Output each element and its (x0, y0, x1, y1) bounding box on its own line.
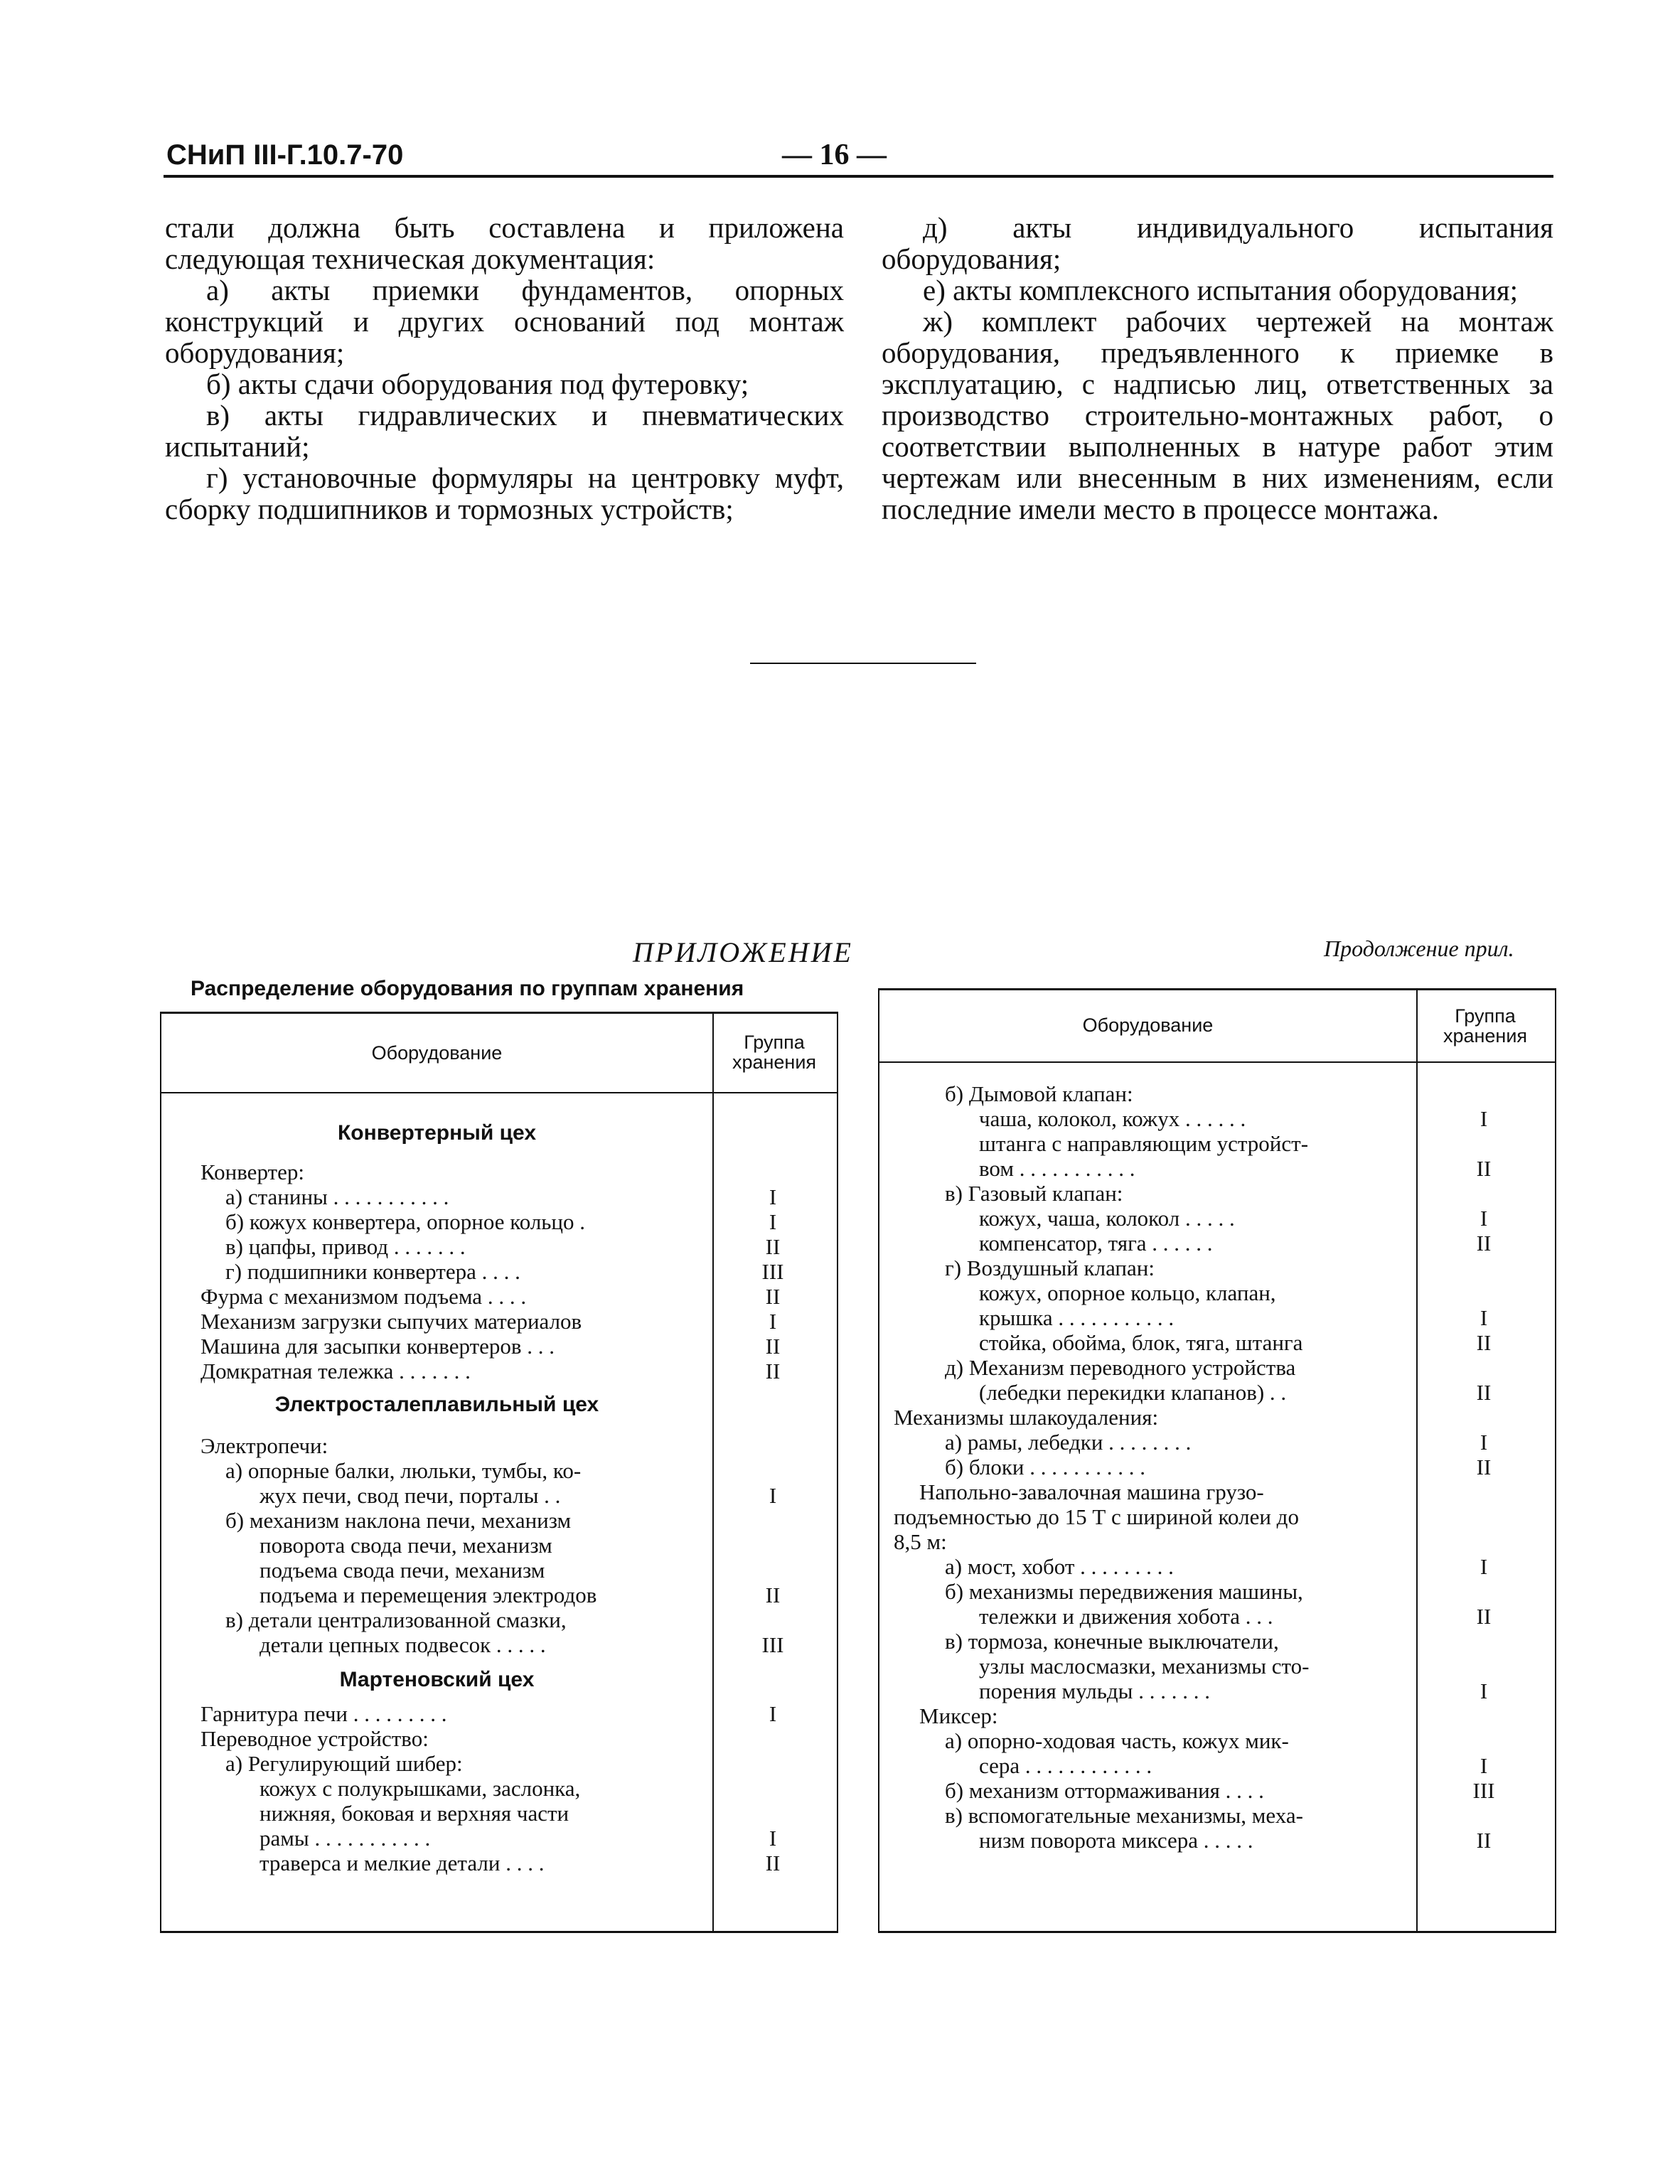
table-row: Гарнитура печи . . . . . . . . . I (200, 1701, 777, 1726)
paragraph: б) акты сдачи оборудования под футеровку; (206, 368, 749, 400)
paragraph: стали должна быть составлена и приложена следующая техническая документация: (165, 211, 844, 275)
table-row: поворота свода печи, механизм (260, 1533, 552, 1558)
table-row: Машина для засыпки конвертеров . . . II (200, 1334, 781, 1359)
table-row: рамы . . . . . . . . . . . I (260, 1826, 777, 1851)
paragraph: д) акты индивидуального испытания оборудования; (882, 211, 1553, 275)
table-row: Домкратная тележка . . . . . . . II (200, 1359, 781, 1383)
table-row: порения мульды . . . . . . . I (979, 1679, 1488, 1703)
section-separator (750, 663, 976, 664)
table-row: а) рамы, лебедки . . . . . . . . I (945, 1430, 1488, 1455)
page-number: — 16 — (782, 139, 887, 171)
table-row: Механизм загрузки сыпучих материалов I (200, 1309, 777, 1334)
column-header-equipment: Оборудование (371, 1042, 503, 1064)
table-row: в) детали централизованной смазки, (225, 1607, 567, 1632)
header-divider (879, 1061, 1555, 1063)
table-row: в) Газовый клапан: (945, 1181, 1123, 1206)
table-row: г) подшипники конвертера . . . . III (225, 1259, 784, 1284)
table-row: штанга с направляющим устройст- (979, 1131, 1309, 1156)
header-rule (164, 175, 1553, 178)
appendix-subtitle: Распределение оборудования по группам хранения (191, 977, 744, 1000)
table-row: Конвертер: (200, 1160, 304, 1184)
storage-group-table-left (160, 1012, 838, 1933)
table-row: детали цепных подвесок . . . . . III (260, 1632, 784, 1657)
table-body-right (879, 1081, 1555, 1853)
table-row: а) станины . . . . . . . . . . . I (225, 1184, 777, 1209)
table-row: тележки и движения хобота . . . II (979, 1604, 1492, 1629)
table-row: а) мост, хобот . . . . . . . . . I (945, 1554, 1488, 1579)
text-column-right (882, 212, 1553, 525)
column-header-group-line1: Группа (1455, 1005, 1516, 1027)
table-row: а) Регулирующий шибер: (225, 1751, 463, 1776)
header-divider (161, 1092, 837, 1093)
table-row: Напольно-завалочная машина грузо- (919, 1479, 1264, 1504)
table-row: б) блоки . . . . . . . . . . . II (945, 1455, 1492, 1479)
table-row: компенсатор, тяга . . . . . . II (979, 1231, 1492, 1256)
table-row: а) опорные балки, люльки, тумбы, ко- (225, 1458, 582, 1483)
section-heading: Мартеновский цех (339, 1668, 535, 1691)
table-row: низм поворота миксера . . . . . II (979, 1828, 1492, 1853)
table-row: вом . . . . . . . . . . . II (979, 1156, 1492, 1181)
table-row: траверса и мелкие детали . . . . II (260, 1851, 781, 1875)
column-header-equipment: Оборудование (1082, 1015, 1214, 1036)
table-row: Электропечи: (200, 1433, 328, 1458)
table-row: б) механизм наклона печи, механизм (225, 1508, 572, 1533)
table-body-left (161, 1120, 837, 1875)
paragraph: е) акты комплексного испытания оборудования; (923, 274, 1519, 306)
table-row: д) Механизм переводного устройства (945, 1355, 1296, 1380)
table-row: (лебедки перекидки клапанов) . . II (979, 1380, 1492, 1405)
column-header-group-line1: Группа (744, 1032, 805, 1053)
table-row: в) вспомогательные механизмы, меха- (945, 1803, 1303, 1828)
table-row: кожух, опорное кольцо, клапан, (979, 1280, 1276, 1305)
table-row: г) Воздушный клапан: (945, 1256, 1155, 1280)
table-row: кожух, чаша, колокол . . . . . I (979, 1206, 1488, 1231)
paragraph: г) установочные формуляры на центровку муфт, сборку подшипников и тормозных устройств; (165, 461, 844, 525)
table-row: б) Дымовой клапан: (945, 1081, 1133, 1106)
table-row: а) опорно-ходовая часть, кожух мик- (945, 1728, 1289, 1753)
table-row: кожух с полукрышками, заслонка, (260, 1776, 581, 1801)
table-row: жух печи, свод печи, порталы . . I (260, 1483, 777, 1508)
column-header-group (714, 1032, 835, 1072)
table-row: Фурма с механизмом подъема . . . . II (200, 1284, 781, 1309)
table-row: б) кожух конвертера, опорное кольцо . I (225, 1209, 777, 1234)
table-row: в) цапфы, привод . . . . . . . II (225, 1234, 781, 1259)
table-row: б) механизмы передвижения машины, (945, 1579, 1303, 1604)
storage-group-table-right (878, 988, 1556, 1933)
table-row: чаша, колокол, кожух . . . . . . I (979, 1106, 1488, 1131)
table-row: стойка, обойма, блок, тяга, штанга II (979, 1330, 1492, 1355)
table-row: подъема и перемещения электродов II (260, 1583, 781, 1607)
table-row: Механизмы шлакоудаления: (894, 1405, 1159, 1430)
table-row: подъемностью до 15 Т с шириной колеи до (894, 1504, 1299, 1529)
document-code: СНиП III-Г.10.7-70 (166, 139, 404, 171)
text-column-left (165, 212, 844, 525)
column-header-group-line2: хранения (1443, 1025, 1528, 1046)
paragraph: ж) комплект рабочих чертежей на монтаж оборудования, предъявленного к приемке в эксплуатацию, с надписью лиц, ответственных за производство строительно-монтажных работ, о соответствии выполненных в натуре работ этим чертежам или внесенным в них изменениям, если последние имели место в процессе монтажа. (882, 305, 1553, 525)
table-row: нижняя, боковая и верхняя части (260, 1801, 569, 1826)
section-heading: Электросталеплавильный цех (274, 1393, 599, 1416)
table-row: Переводное устройство: (200, 1726, 429, 1751)
table-row: б) механизм оттормаживания . . . . III (945, 1778, 1495, 1803)
appendix-title: ПРИЛОЖЕНИЕ (633, 936, 853, 968)
table-row: Миксер: (919, 1703, 998, 1728)
table-row: сера . . . . . . . . . . . . I (979, 1753, 1488, 1778)
table-row: подъема свода печи, механизм (260, 1558, 545, 1583)
column-header-group-line2: хранения (732, 1051, 817, 1073)
table-row: крышка . . . . . . . . . . . I (979, 1305, 1488, 1330)
paragraph: а) акты приемки фундаментов, опорных конструкций и других оснований под монтаж оборудования; (165, 274, 844, 369)
table-row: 8,5 м: (894, 1529, 947, 1554)
section-heading: Конвертерный цех (337, 1121, 537, 1145)
paragraph: в) акты гидравлических и пневматических испытаний; (165, 399, 844, 463)
column-header-group (1418, 1006, 1553, 1046)
table-row: в) тормоза, конечные выключатели, (945, 1629, 1279, 1654)
continuation-label: Продолжение прил. (1324, 936, 1514, 961)
table-row: узлы маслосмазки, механизмы сто- (979, 1654, 1310, 1679)
